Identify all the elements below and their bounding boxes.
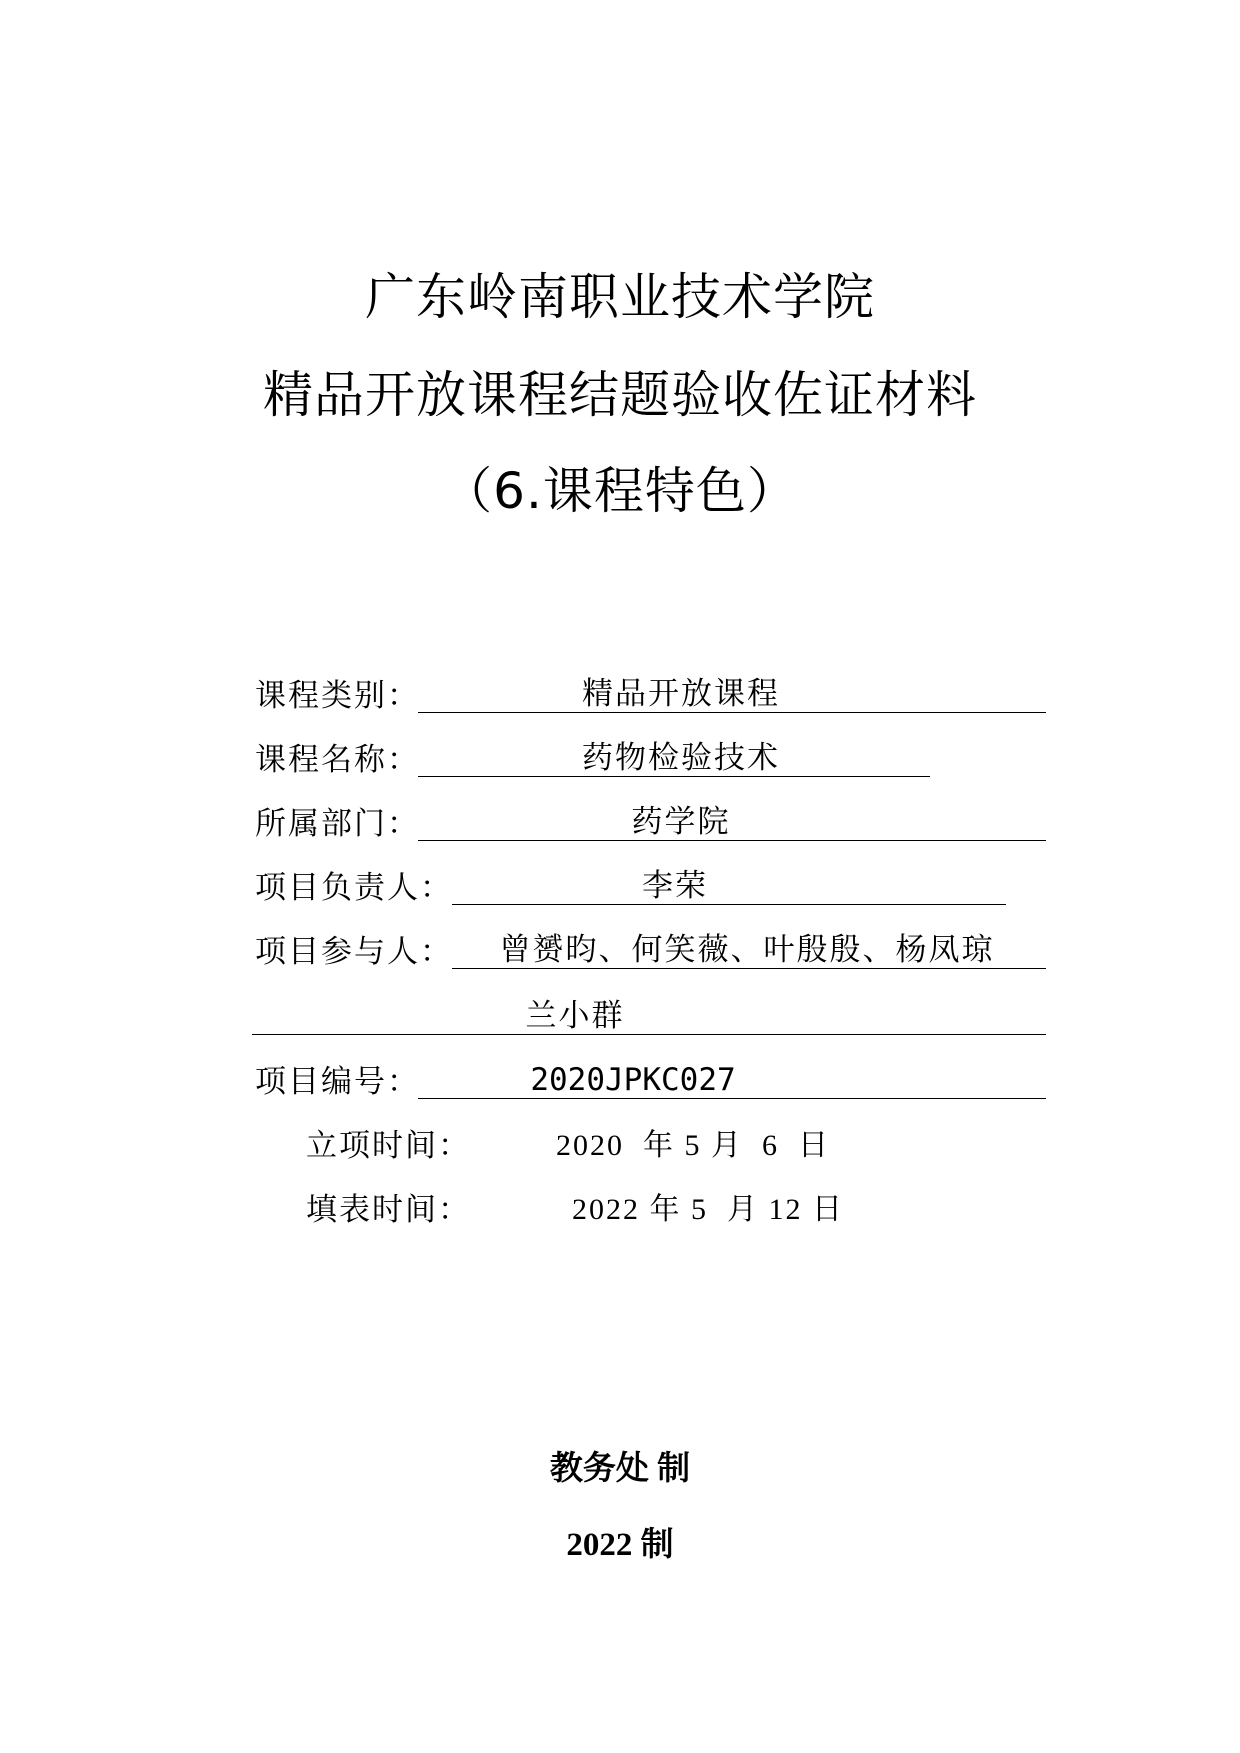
department-underline [418, 840, 1046, 841]
course-name-value: 药物检验技术 [582, 740, 780, 776]
leader-label: 项目负责人： [255, 870, 453, 906]
course-category-value: 精品开放课程 [582, 676, 780, 712]
participants-value-line1: 曾赟昀、何笑薇、叶殷殷、杨凤琼 [499, 932, 995, 968]
title-section: （6.课程特色） [442, 462, 798, 520]
start-date-label: 立项时间： [306, 1128, 471, 1164]
participants-label: 项目参与人： [255, 934, 453, 970]
leader-value: 李荣 [642, 868, 708, 904]
footer-issuer: 教务处 制 [549, 1451, 691, 1487]
footer-year: 2022 制 [566, 1527, 674, 1563]
fill-date-label: 填表时间： [306, 1192, 471, 1228]
course-category-underline [418, 712, 1046, 713]
department-value: 药学院 [631, 804, 731, 840]
start-date-value: 2020 年 5 月 6 日 [556, 1129, 830, 1162]
course-name-label: 课程名称： [255, 742, 420, 778]
project-number-underline [418, 1098, 1046, 1099]
participants-underline-1 [452, 968, 1046, 969]
department-label: 所属部门： [255, 806, 420, 842]
project-number-label: 项目编号： [255, 1064, 420, 1100]
course-category-label: 课程类别： [255, 678, 420, 714]
leader-underline [452, 904, 1006, 905]
title-school: 广东岭南职业技术学院 [365, 268, 875, 326]
participants-value-line2: 兰小群 [525, 998, 625, 1034]
project-number-value: 2020JPKC027 [530, 1062, 736, 1098]
title-document: 精品开放课程结题验收佐证材料 [263, 366, 977, 424]
fill-date-value: 2022 年 5 月 12 日 [572, 1193, 844, 1226]
participants-underline-2 [252, 1034, 1046, 1035]
course-name-underline [418, 776, 930, 777]
